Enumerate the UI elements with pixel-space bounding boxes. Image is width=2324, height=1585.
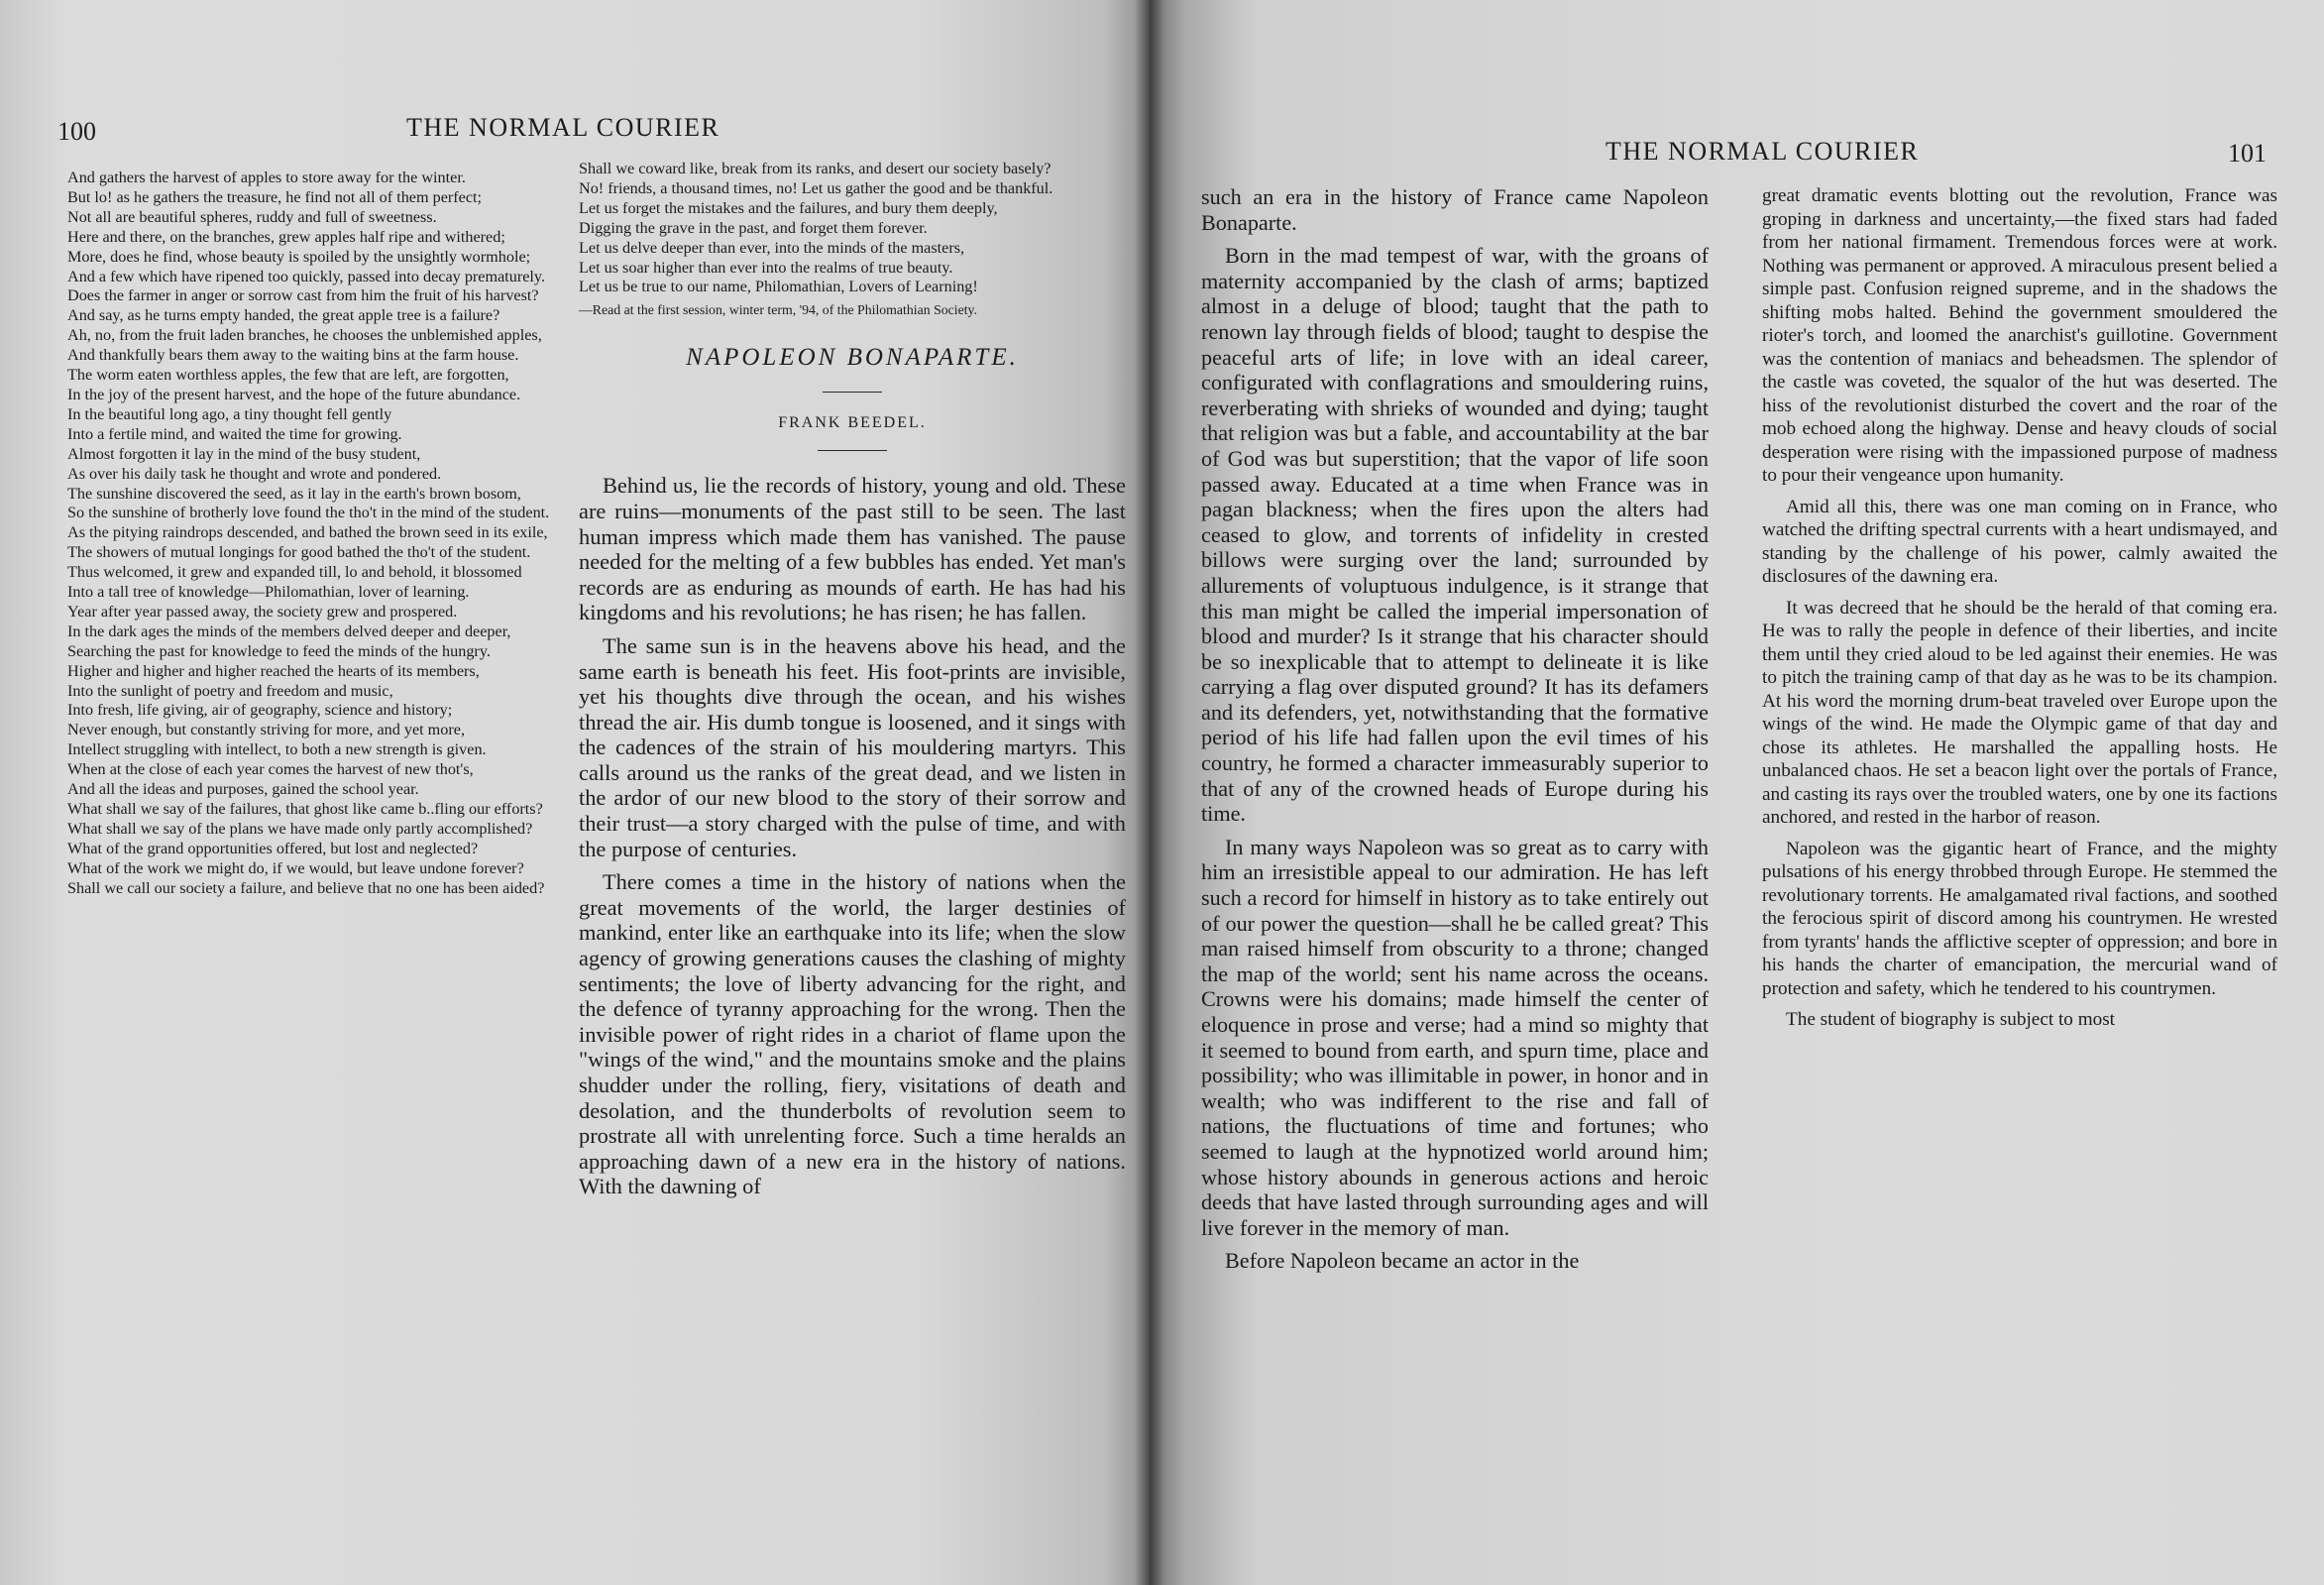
poem-line: In the joy of the present harvest, and the hope of the future abundance. xyxy=(67,385,521,403)
left-page xyxy=(0,0,1150,1585)
poem-line: And thankfully bears them away to the waiting bins at the farm house. xyxy=(67,346,519,365)
poem-line: No! friends, a thousand times, no! Let us gather the good and be thankful. xyxy=(579,178,1053,197)
poem-line: The showers of mutual longings for good bathed the tho't of the student. xyxy=(67,543,531,562)
poem-line: In the beautiful long ago, a tiny thought fell gently xyxy=(67,404,392,423)
poem-line: What shall we say of the failures, that ghost like came b..fling our efforts? xyxy=(67,800,543,818)
right-page xyxy=(1150,0,2324,1585)
article-paragraph: Before Napoleon became an actor in the xyxy=(1225,1248,1580,1274)
poem-line: Never enough, but constantly striving for more, and yet more, xyxy=(67,721,465,739)
poem-line: And a few which have ripened too quickly, passed into decay prematurely. xyxy=(67,267,546,285)
poem-line: Into a tall tree of knowledge—Philomathian, lover of learning. xyxy=(67,583,470,602)
poem-line: What of the grand opportunities offered, but lost and neglected? xyxy=(67,839,479,857)
poem-line: What shall we say of the plans we have made only partly accomplished? xyxy=(67,819,533,838)
article-paragraph: The same sun is in the heavens above his head, and the same earth is beneath his feet. His foot-prints are invisible, yet his thoughts dive through the ocean, and his wishes thread the air. His dumb tongue is loosened, and it sings with the cadences of the strain of his mouldering martyrs. This calls around us the ranks of the great dead, and we listen in the ardor of our new blood to the story of their sorrow and their trust—a story charged with the pulse of time, and with the purpose of centuries. xyxy=(579,632,1126,861)
poem-line: When at the close of each year comes the harvest of new thot's, xyxy=(67,760,474,779)
poem-line: Let us be true to our name, Philomathian, Lovers of Learning! xyxy=(579,278,978,296)
poem-line: And gathers the harvest of apples to store away for the winter. xyxy=(67,169,466,186)
running-head: THE NORMAL COURIER xyxy=(406,113,720,142)
article-paragraph: There comes a time in the history of nations when the great movements of the world, the larger destinies of mankind, enter like an earthquake into its life; when the slow agency of growing generations causes the clashing of mighty sentiments; the love of liberty advancing for the right, and the defence of tyranny approaching for the wrong. Then the invisible power of right rides in a chariot of flame upon the "wings of the wind," and the mountains smoke and the plains shudder under the rolling, fiery, visitations of death and desolation, and the thunderbolts of revolution seem to prostrate all with unrelenting force. Such a time heralds an approaching dawn of a new era in the history of nations. With the dawning of xyxy=(579,869,1126,1199)
right-column-1 xyxy=(1201,184,1709,1282)
poem-line: In the dark ages the minds of the members delved deeper and deeper, xyxy=(67,622,511,640)
article-byline: FRANK BEEDEL. xyxy=(778,414,927,432)
article-paragraph: great dramatic events blotting out the revolution, France was groping in darkness and uncertainty,—the fixed stars had faded from her national firmament. Tremendous forces were at work. Nothing was permanent or approved. A miraculous present belied a simple past. Confusion reigned supreme, and in the shadows the shifting mobs halted. Behind the government smouldered the rioter's torch, and loomed the anarchist's guillotine. Government was the contention of maniacs and beheadsmen. The splendor of the castle was coveted, the squalor of the hut was deserted. The hiss of the revolutionist disturbed the covert and the roar of the mob echoed along the highway. Dense and heavy clouds of social desperation were rising with the impassioned purpose of madness to pour their vengeance upon humanity. xyxy=(1762,185,2277,486)
poem-line: Year after year passed away, the society grew and prospered. xyxy=(67,602,458,621)
poem-line: Into a fertile mind, and waited the time for growing. xyxy=(67,424,402,443)
poem-line: Intellect struggling with intellect, to both a new strength is given. xyxy=(67,740,487,759)
poem-credit: —Read at the first session, winter term, '94, of the Philomathian Society. xyxy=(579,302,978,318)
poem-line: The sunshine discovered the seed, as it lay in the earth's brown bosom, xyxy=(67,484,521,503)
running-head: THE NORMAL COURIER xyxy=(1605,137,1920,166)
page-number: 100 xyxy=(57,117,96,146)
article-paragraph: Napoleon was the gigantic heart of France, and the mighty pulsations of his energy throbbed through Europe. He stemmed the revolutionary torrents. He amalgamated rival factions, and soothed the ferocious spirit of discord among his countrymen. He wrested from tyrants' hands the afflictive scepter of oppression; and bore in his hands the charter of emancipation, the mercurial wand of protection and safety, which he tendered to his countrymen. xyxy=(1762,838,2277,999)
byline-rule xyxy=(818,450,887,451)
poem-column-2-and-article xyxy=(579,160,1126,1207)
poem-line: What of the work we might do, if we would, but leave undone forever? xyxy=(67,858,524,877)
poem-line: Ah, no, from the fruit laden branches, he chooses the unblemished apples, xyxy=(67,326,542,345)
poem-line: So the sunshine of brotherly love found the tho't in the mind of the student. xyxy=(67,504,550,522)
poem-line: Into the sunlight of poetry and freedom and music, xyxy=(67,681,393,700)
article-paragraph: Behind us, lie the records of history, young and old. These are ruins—monuments of the past still to be seen. The last human impress which made them has vanished. The pause needed for the melting of a few bubbles has ended. Yet man's records are as enduring as mounds of earth. He has had his kingdoms and his revolutions; he has risen; he has fallen. xyxy=(579,473,1126,625)
article-paragraph: The student of biography is subject to most xyxy=(1786,1009,2116,1030)
poem-line: More, does he find, whose beauty is spoiled by the unsightly wormhole; xyxy=(67,247,531,266)
poem-line: Thus welcomed, it grew and expanded till, lo and behold, it blossomed xyxy=(67,563,522,582)
poem-line: Shall we call our society a failure, and believe that no one has been aided? xyxy=(67,878,545,897)
title-rule xyxy=(823,392,882,393)
book-gutter xyxy=(1135,0,1164,1585)
poem-line: But lo! as he gathers the treasure, he find not all of them perfect; xyxy=(67,187,483,206)
poem-line: Into fresh, life giving, air of geography, science and history; xyxy=(67,701,453,720)
poem-column-2 xyxy=(579,160,1126,297)
poem-line: Shall we coward like, break from its ranks, and desert our society basely? xyxy=(579,160,1051,177)
poem-column-1 xyxy=(67,169,563,899)
poem-line: Let us forget the mistakes and the failures, and bury them deeply, xyxy=(579,198,998,217)
poem-line: And say, as he turns empty handed, the great apple tree is a failure? xyxy=(67,306,500,325)
poem-line: Digging the grave in the past, and forget them forever. xyxy=(579,218,928,237)
article-paragraph: It was decreed that he should be the herald of that coming era. He was to rally the people in defence of their liberties, and incite them until they cried aloud to be led against their enemies. He was to pitch the training camp of that day as he was to be its champion. At his word the morning drum-beat traveled over Europe upon the wings of the wind. He made the Olympic game of that day and chose its athletes. He marshalled the appalling hosts. He unbalanced chaos. He set a beacon light over the portals of France, and casting its rays over the troubled waters, one by one its factions anchored, and rested in the harbor of reason. xyxy=(1762,597,2277,828)
article-paragraph: Amid all this, there was one man coming on in France, who watched the drifting spectral currents with a heart undismayed, and standing by the challenge of his power, calmly awaited the disclosures of the dawning era. xyxy=(1762,496,2277,587)
poem-line: Searching the past for knowledge to feed the minds of the hungry. xyxy=(67,641,491,660)
poem-line: Not all are beautiful spheres, ruddy and full of sweetness. xyxy=(67,207,437,226)
right-column-2 xyxy=(1762,184,2277,1040)
article-paragraph: such an era in the history of France came Napoleon Bonaparte. xyxy=(1201,184,1709,235)
poem-line: Higher and higher and higher reached the hearts of its members, xyxy=(67,661,480,680)
article-paragraph: In many ways Napoleon was so great as to carry with him an irresistible appeal to our admiration. He has left such a record for himself in history as to take entirely out of our power the question—shall he be called great? This man raised himself from obscurity to a throne; changed the map of the world; sent his name across the oceans. Crowns were his domains; made himself the center of eloquence in prose and verse; had a mind so mighty that it seemed to bound from earth, and spurn time, place and possibility; who was illimitable in power, in honor and in wealth; who was indifferent to the rise and fall of nations, the fluctuations of time and fortunes; who seemed to laugh at the hypnotized world around him; whose history abounds in generous actions and heroic deeds that have lasted through surrounding ages and will live forever in the memory of man. xyxy=(1201,834,1709,1240)
poem-line: Almost forgotten it lay in the mind of the busy student, xyxy=(67,444,421,463)
poem-line: As over his daily task he thought and wrote and pondered. xyxy=(67,464,442,483)
poem-line: Here and there, on the branches, grew apples half ripe and withered; xyxy=(67,227,505,246)
poem-line: Let us delve deeper than ever, into the minds of the masters, xyxy=(579,238,965,257)
poem-line: Let us soar higher than ever into the realms of true beauty. xyxy=(579,258,953,277)
article-title: NAPOLEON BONAPARTE. xyxy=(686,344,1019,372)
article-body xyxy=(579,473,1126,1199)
page-number: 101 xyxy=(2228,139,2267,168)
poem-line: The worm eaten worthless apples, the few that are left, are forgotten, xyxy=(67,366,509,385)
poem-line: Does the farmer in anger or sorrow cast from him the fruit of his harvest? xyxy=(67,286,539,305)
article-paragraph: Born in the mad tempest of war, with the groans of maternity accompanied by the clash of arms; baptized almost in a deluge of blood; taught that the path to renown lay through fields of blood; taught to despise the peaceful arts of life; in love with an ideal career, configurated with conflagrations and smouldering ruins, reverberating with shrieks of wounded and dying; taught that religion was but a fable, and accountability at the bar of God was but superstition; that the vapor of life soon passed away. Educated at a time when France was in pagan blackness; when the fires upon the alters had ceased to glow, and torrents of infidelity in crested billows were surging over the land; surrounded by allurements of voluptuous indulgence, is it strange that this man might be called the imperial impersonation of blood and murder? Is it strange that his character should be so inexplicable that to attempt to delineate it is like carrying a flag over disputed ground? It has its defamers and its defenders, yet, notwithstanding that the formative period of his life had fallen upon the evil times of his country, he formed a character immeasurably superior to that of any of the crowned heads of Europe during his time. xyxy=(1201,243,1709,827)
poem-line: As the pitying raindrops descended, and bathed the brown seed in its exile, xyxy=(67,523,548,542)
poem-line: And all the ideas and purposes, gained the school year. xyxy=(67,780,419,799)
